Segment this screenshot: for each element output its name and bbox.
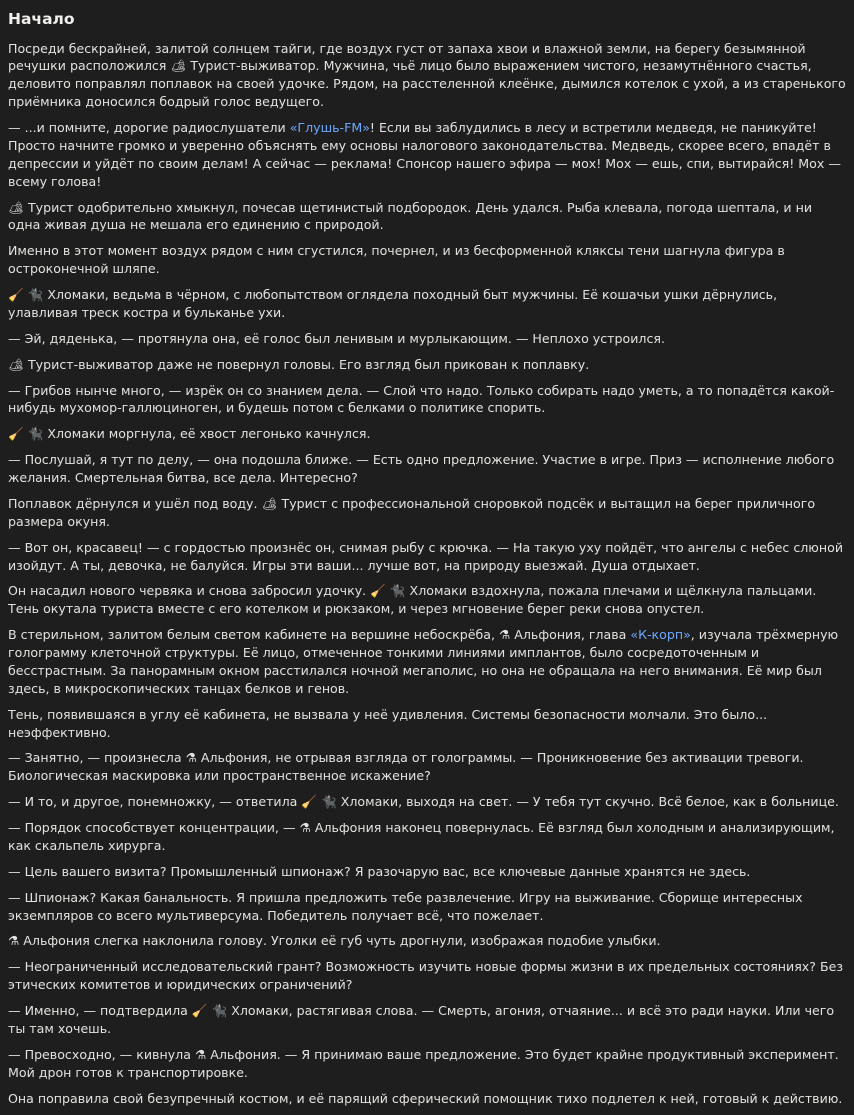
paragraph: Тень, появившаяся в углу её кабинета, не вызвала у неё удивления. Системы безопасности молчали. Это было... неэффективно. (8, 706, 768, 740)
paragraph: — Вот он, красавец! — с гордостью произнёс он, снимая рыбу с крючка. — На такую уху пойдёт, что ангелы с небес слюной изойдут. А ты, девочка, не балуйся. Игры эти ваши... лучше вот, на природу выезжай. Душа отдыхает. (8, 539, 844, 573)
paragraph: Поплавок дёрнулся и ушёл под воду. 🏕 Турист с профессиональной сноровкой подсёк и вытащил на берег приличного размера окуня. (8, 495, 816, 529)
inline-link[interactable]: «К-корп» (630, 627, 691, 643)
paragraph: Посреди бескрайней, залитой солнцем тайги, где воздух густ от запаха хвои и влажной земли, на берегу безымянной речушки расположился 🏕 Турист-выживатор. Мужчина, чьё лицо было выражением чистого, незамутнённого счастья, деловито поправлял поплавок на своей удочке. Рядом, на расстеленной клеёнке, дымился котелок с ухой, а из старенького приёмника доносился бодрый голос ведущего. (8, 40, 846, 110)
paragraph-list (8, 40, 846, 1108)
paragraph: Она поправила свой безупречный костюм, и её парящий сферический помощник тихо подлетел к ней, готовый к действию. (8, 1090, 843, 1106)
paragraph: — Грибов нынче много, — изрёк он со знанием дела. — Слой что надо. Только собирать надо уметь, а то попадётся какой-нибудь мухомор-галлюциноген, и будешь потом с белками о политике спорить. (8, 382, 835, 416)
page-title: Начало (8, 10, 75, 28)
paragraph: — И то, и другое, понемножку, — ответила 🧹 🐈‍⬛ Хломаки, выходя на свет. — У тебя тут скучно. Всё белое, как в больнице. (8, 794, 839, 810)
paragraph: — ...и помните, дорогие радиослушатели «Глушь-FM»! Если вы заблудились в лесу и встретили медведя, не паникуйте! Просто начните громко и уверенно объяснять ему основы налогового законодательства. Медведь, скорее всего, впадёт в депрессии и уйдёт по своим делам! А сейчас — реклама! Спонсор нашего эфира — мох! Мох — ешь, спи, вытирайся! Мох — всему голова! (8, 120, 841, 189)
paragraph: — Именно, — подтвердила 🧹 🐈‍⬛ Хломаки, растягивая слова. — Смерть, агония, отчаяние... и всё это ради науки. Или чего ты там хочешь. (8, 1003, 835, 1036)
paragraph: 🧹 🐈‍⬛ Хломаки, ведьма в чёрном, с любопытством оглядела походный быт мужчины. Её кошачьи ушки дёрнулись, улавливая треск костра и бульканье ухи. (8, 287, 778, 320)
paragraph: Именно в этот момент воздух рядом с ним сгустился, почернел, и из бесформенной кляксы тени шагнула фигура в остроконечной шляпе. (8, 243, 785, 277)
paragraph: 🏕 Турист-выживатор даже не повернул головы. Его взгляд был прикован к поплавку. (8, 356, 590, 372)
paragraph: — Неограниченный исследовательский грант? Возможность изучить новые формы жизни в их предельных состояниях? Без этических комитетов и юридических ограничений? (8, 959, 844, 993)
paragraph: — Шпионаж? Какая банальность. Я пришла предложить тебе развлечение. Игру на выживание. Сборище интересных экземпляров со всего мультиверсума. Победитель получает всё, что пожелает. (8, 889, 803, 923)
paragraph: — Занятно, — произнесла ⚗ Альфония, не отрывая взгляда от голограммы. — Проникновение без активации тревоги. Биологическая маскировка или пространственное искажение? (8, 750, 804, 784)
paragraph: Он насадил нового червяка и снова забросил удочку. 🧹 🐈‍⬛ Хломаки вздохнула, пожала плечами и щёлкнула пальцами. Тень окутала туриста вместе с его котелком и рюкзаком, и через мгновение берег реки снова опустел. (8, 583, 817, 617)
paragraph: — Эй, дяденька, — протянула она, её голос был ленивым и мурлыкающим. — Неплохо устроился. (8, 330, 665, 346)
paragraph: ⚗ Альфония слегка наклонила голову. Уголки её губ чуть дрогнули, изображая подобие улыбки. (8, 933, 661, 949)
paragraph: — Превосходно, — кивнула ⚗ Альфония. — Я принимаю ваше предложение. Это будет крайне продуктивный эксперимент. Мой дрон готов к транспортировке. (8, 1046, 839, 1080)
paragraph: 🏕 Турист одобрительно хмыкнул, почесав щетинистый подбородок. День удался. Рыба клевала, погода шептала, и ни одна живая душа не мешала его единению с природой. (8, 199, 813, 233)
paragraph: В стерильном, залитом белым светом кабинете на вершине небоскрёба, ⚗ Альфония, глава «К-корп», изучала трёхмерную голограмму клеточной структуры. Её лицо, отмеченное тонкими линиями имплантов, было сосредоточенным и бесстрастным. За панорамным окном расстилался ночной мегаполис, но она не обращала на него внимания. Её мир был здесь, в микроскопических танцах белков и генов. (8, 627, 839, 696)
paragraph: — Цель вашего визита? Промышленный шпионаж? Я разочарую вас, все ключевые данные хранятся не здесь. (8, 863, 751, 879)
paragraph: 🧹 🐈‍⬛ Хломаки моргнула, её хвост легонько качнулся. (8, 426, 371, 442)
paragraph: — Порядок способствует концентрации, — ⚗ Альфония наконец повернулась. Её взгляд был холодным и анализирующим, как скальпель хирурга. (8, 820, 835, 853)
paragraph: — Послушай, я тут по делу, — она подошла ближе. — Есть одно предложение. Участие в игре. Приз — исполнение любого желания. Смертельная битва, все дела. Интересно? (8, 452, 835, 486)
inline-link[interactable]: «Глушь-FM» (289, 120, 370, 136)
